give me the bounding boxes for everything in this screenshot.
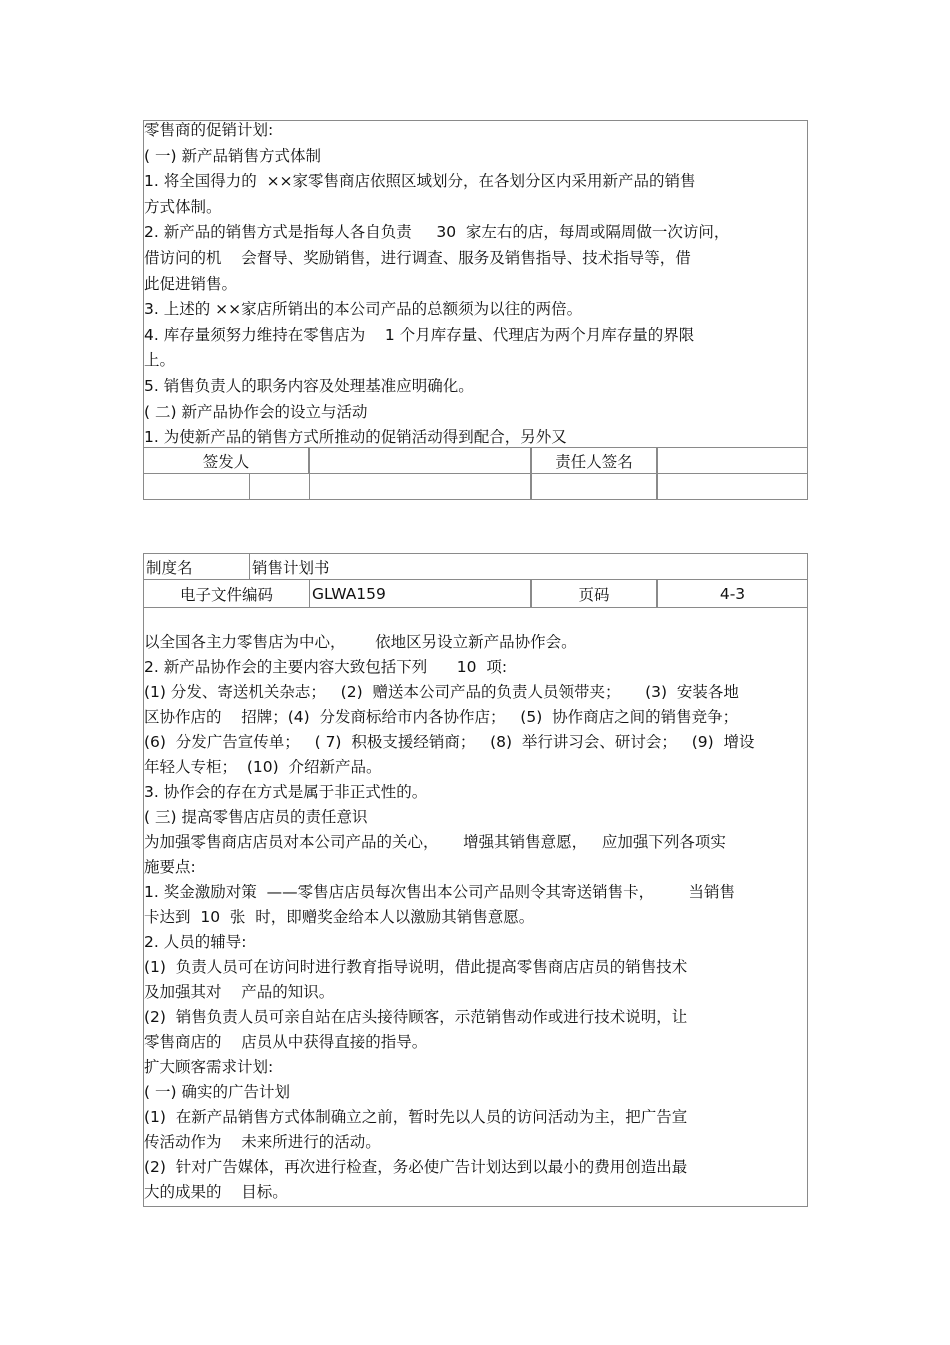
text-line: 年轻人专柜； (10) 介绍新产品。 <box>144 758 382 776</box>
file-code-label-cell <box>143 579 310 608</box>
text-line: 借访问的机 会督导、奖励销售，进行调查、服务及销售指导、技术指导等，借 <box>144 249 691 267</box>
text-line: 1. 将全国得力的 ××家零售商店依照区域划分，在各划分区内采用新产品的销售 <box>144 172 696 191</box>
text-line: 此促进销售。 <box>144 274 238 293</box>
text-line: (1) 负责人员可在访问时进行教育指导说明，借此提高零售商店店员的销售技术 <box>144 958 688 976</box>
text-line: 2. 人员的辅导: <box>144 933 247 951</box>
signature-blank-cell-3 <box>309 473 531 500</box>
text-line: 零售商的促销计划: <box>144 121 274 139</box>
text-line: 2. 新产品协作会的主要内容大致包括下列 10 项: <box>144 658 508 676</box>
text-line: 以全国各主力零售店为中心， 依地区另设立新产品协作会。 <box>144 633 577 651</box>
page-value: 4-3 <box>719 584 746 603</box>
file-code-value-cell <box>309 579 531 608</box>
responsible-label: 责任人签名 <box>555 452 633 471</box>
signature-blank-cell-5 <box>657 473 808 500</box>
text-line: 上。 <box>144 351 176 370</box>
text-line: 2. 新产品的销售方式是指每人各自负责 30 家左右的店，每周或隔周做一次访问， <box>144 223 730 242</box>
responsible-label-cell <box>531 447 657 474</box>
text-line: 大的成果的 目标。 <box>144 1183 288 1201</box>
text-line: 1. 奖金激励对策 ——零售店店员每次售出本公司产品则令其寄送销售卡， 当销售 <box>144 883 736 901</box>
file-code-value: GLWA159 <box>312 584 386 603</box>
text-line: 5. 销售负责人的职务内容及处理基准应明确化。 <box>144 377 474 395</box>
policy-name-label: 制度名 <box>146 558 193 577</box>
text-line: ( 一) 新产品销售方式体制 <box>144 146 321 165</box>
text-line: ( 一) 确实的广告计划 <box>144 1083 290 1101</box>
policy-name-value-cell <box>249 553 808 580</box>
text-line: 3. 上述的 ××家店所销出的本公司产品的总额须为以往的两倍。 <box>144 300 583 319</box>
text-line: 零售商店的 店员从中获得直接的指导。 <box>144 1033 428 1051</box>
text-line: 4. 库存量须努力维持在零售店为 1 个月库存量、代理店为两个月库存量的界限 <box>144 325 695 344</box>
document-header-table <box>143 553 808 608</box>
page-value-cell <box>657 579 808 608</box>
text-line: 传活动作为 未来所进行的活动。 <box>144 1133 381 1151</box>
text-line: 3. 协作会的存在方式是属于非正式性的。 <box>144 783 428 801</box>
text-line: ( 三) 提高零售店店员的责任意识 <box>144 808 368 826</box>
text-line: 及加强其对 产品的知识。 <box>144 983 335 1001</box>
text-line: (2) 针对广告媒体，再次进行检查，务必使广告计划达到以最小的费用创造出最 <box>144 1158 688 1176</box>
text-line: 方式体制。 <box>144 197 222 216</box>
text-line: 施要点: <box>144 858 196 876</box>
signature-table <box>143 447 808 500</box>
text-line: 卡达到 10 张 时，即赠奖金给本人以激励其销售意愿。 <box>144 908 535 926</box>
text-line: 1. 为使新产品的销售方式所推动的促销活动得到配合，另外又 <box>144 428 567 447</box>
text-line: (2) 销售负责人员可亲自站在店头接待顾客，示范销售动作或进行技术说明，让 <box>144 1008 688 1026</box>
text-line: ( 二) 新产品协作会的设立与活动 <box>144 402 368 421</box>
signer-label: 签发人 <box>202 452 250 471</box>
file-code-label: 电子文件编码 <box>179 585 273 604</box>
text-line: (1) 在新产品销售方式体制确立之前，暂时先以人员的访问活动为主，把广告宣 <box>144 1108 688 1126</box>
text-line: 为加强零售商店店员对本公司产品的关心， 增强其销售意愿， 应加强下列各项实 <box>144 833 726 851</box>
text-line: (1) 分发、寄送机关杂志； (2) 赠送本公司产品的负责人员领带夹； (3) 安装各地 <box>144 683 739 701</box>
responsible-value-cell <box>657 447 808 474</box>
signature-blank-cell-1 <box>143 473 250 500</box>
text-line: 区协作店的 招牌；(4) 分发商标给市内各协作店； (5) 协作商店之间的销售竞争； <box>144 708 739 726</box>
policy-name-value: 销售计划书 <box>252 558 330 577</box>
text-line: 扩大顾客需求计划: <box>144 1058 274 1076</box>
policy-name-label-cell <box>143 553 250 580</box>
signer-label-cell <box>143 447 309 474</box>
signature-blank-cell-4 <box>531 473 657 500</box>
text-line: (6) 分发广告宣传单； ( 7) 积极支援经销商； (8) 举行讲习会、研讨会； (9) 增设 <box>144 733 755 751</box>
page-label-cell <box>531 579 657 608</box>
page-label: 页码 <box>578 585 610 604</box>
signature-blank-cell-2 <box>249 473 310 500</box>
signer-value-cell <box>309 447 531 474</box>
